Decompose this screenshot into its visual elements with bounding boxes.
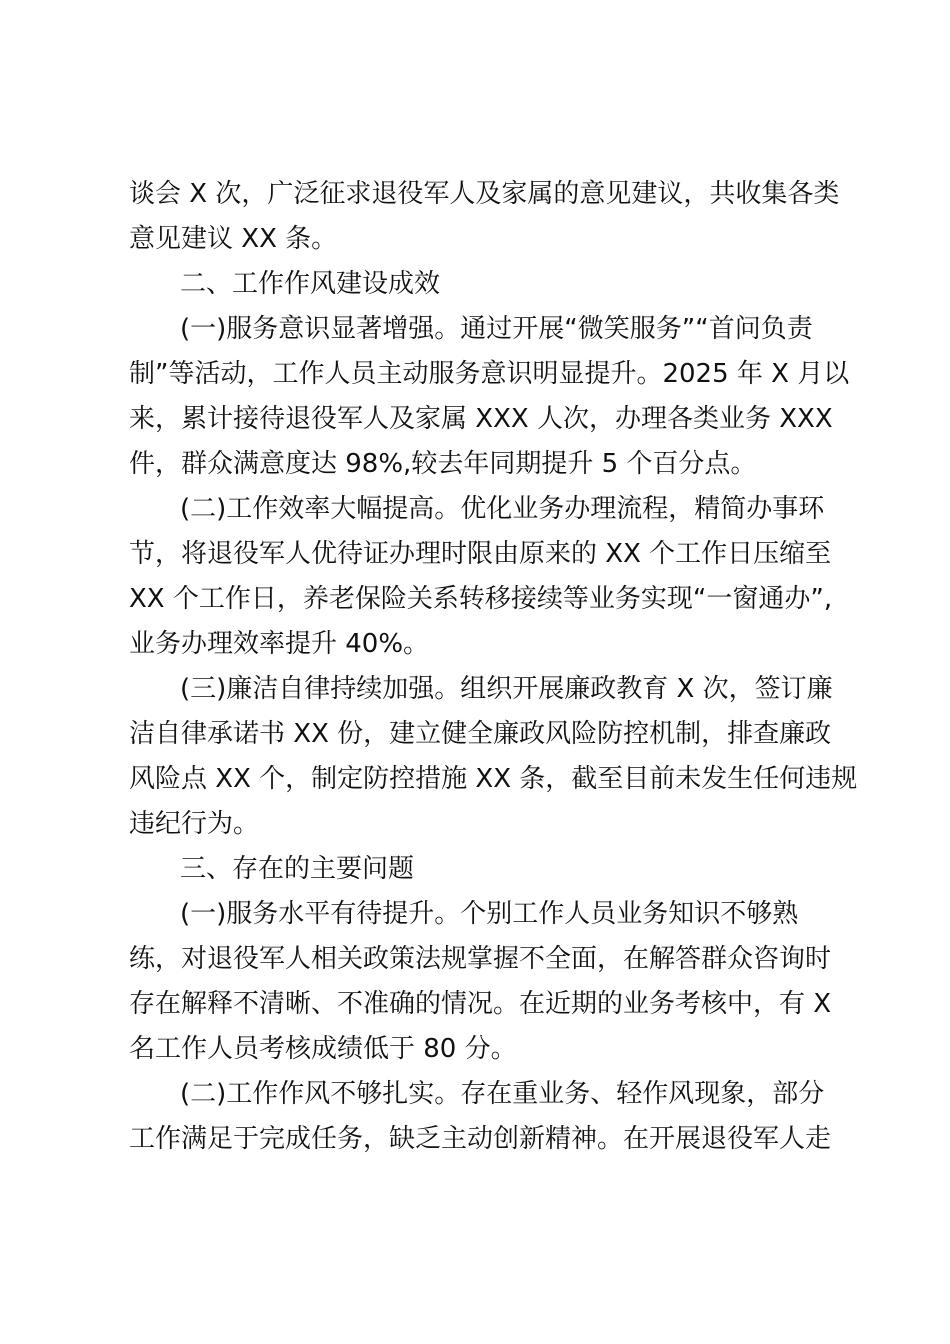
body-text-line: 违纪行为。 xyxy=(129,809,260,839)
body-text-line: 来，累计接待退役军人及家属 XXX 人次，办理各类业务 XXX xyxy=(129,404,833,434)
body-text-line: 洁自律承诺书 XX 份，建立健全廉政风险防控机制，排查廉政 xyxy=(129,719,832,749)
body-text-line: 工作满足于完成任务，缺乏主动创新精神。在开展退役军人走 xyxy=(129,1124,832,1154)
paragraph-first-line: (一)服务水平有待提升。个别工作人员业务知识不够熟 xyxy=(180,899,799,929)
body-text-line: 风险点 XX 个，制定防控措施 XX 条，截至目前未发生任何违规 xyxy=(129,764,858,794)
body-text-line: 存在解释不清晰、不准确的情况。在近期的业务考核中，有 X xyxy=(129,989,832,1019)
body-text-line: 谈会 X 次，广泛征求退役军人及家属的意见建议，共收集各类 xyxy=(129,179,840,209)
paragraph-first-line: (二)工作作风不够扎实。存在重业务、轻作风现象，部分 xyxy=(180,1079,825,1109)
body-text-line: 意见建议 XX 条。 xyxy=(129,224,338,254)
body-text-line: 练，对退役军人相关政策法规掌握不全面，在解答群众咨询时 xyxy=(129,944,832,974)
paragraph-first-line: (一)服务意识显著增强。通过开展“微笑服务”“首问负责 xyxy=(180,314,813,344)
body-text-line: 制”等活动，工作人员主动服务意识明显提升。2025 年 X 月以 xyxy=(129,359,850,389)
body-text-line: 件，群众满意度达 98%,较去年同期提升 5 个百分点。 xyxy=(129,449,757,479)
paragraph-first-line: (二)工作效率大幅提高。优化业务办理流程，精简办事环 xyxy=(180,494,825,524)
section-heading: 三、存在的主要问题 xyxy=(180,854,415,884)
body-text-line: XX 个工作日，养老保险关系转移接续等业务实现“一窗通办”, xyxy=(129,584,833,614)
body-text-line: 名工作人员考核成绩低于 80 分。 xyxy=(129,1034,517,1064)
body-text-line: 业务办理效率提升 40%。 xyxy=(129,629,430,659)
body-text-line: 节，将退役军人优待证办理时限由原来的 XX 个工作日压缩至 xyxy=(129,539,832,569)
paragraph-first-line: (三)廉洁自律持续加强。组织开展廉政教育 X 次，签订廉 xyxy=(180,674,833,704)
section-heading: 二、工作作风建设成效 xyxy=(180,269,441,299)
